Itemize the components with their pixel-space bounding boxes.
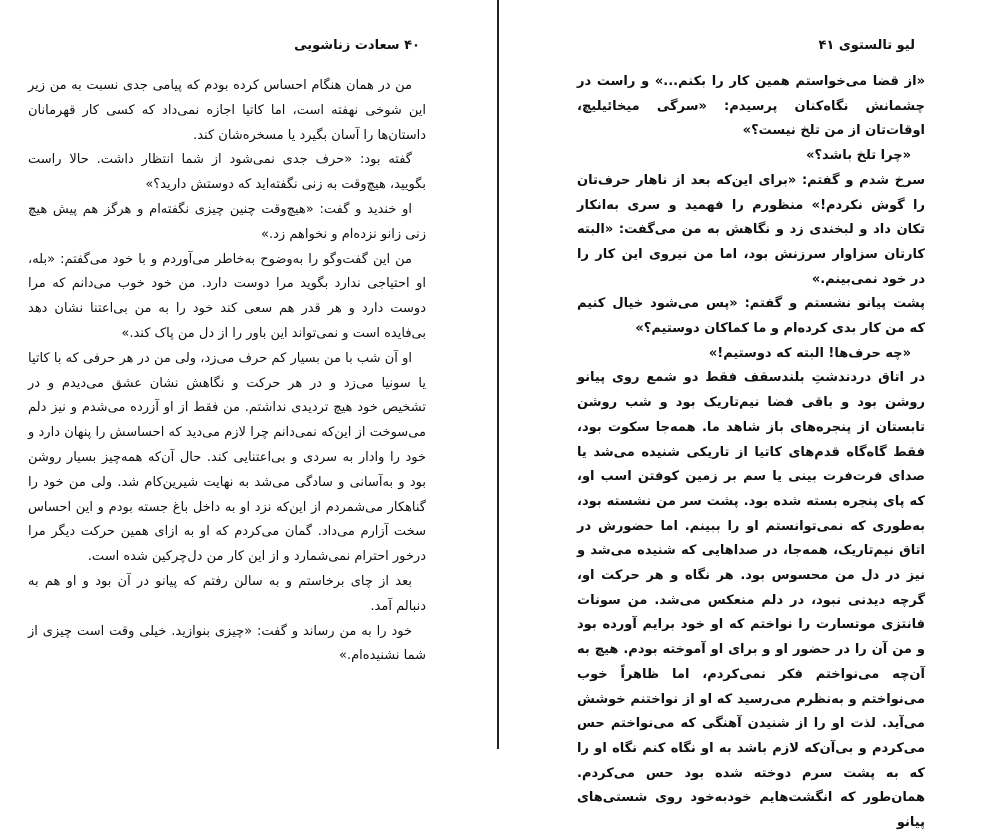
- left-page-header: ۴۰ سعادت زناشویی: [294, 38, 420, 53]
- right-page: [500, 0, 997, 831]
- book-spine-divider: [497, 0, 499, 749]
- paragraph: من این گفت‌وگو را به‌وضوح به‌خاطر می‌آوردم و با خود می‌گفتم: «بله، او احتیاجی ندارد بگوید مرا دوست دارد. من خود خوب می‌دانم که مرا دوست دارد و هر قدر هم سعی کند خود را به من بی‌اعتنا نشان دهد بی‌فایده است و نمی‌تواند این باور را از دل من پاک کند.»: [28, 251, 426, 341]
- paragraph: در اتاق دردندشتِ بلندسقف فقط دو شمع روی پیانو روشن بود و باقی فضا نیم‌تاریک بود و شب روشن تابستان از پنجره‌های باز شاهد ما. همه‌جا سکوت بود، فقط گاه‌گاه قدم‌های کاتیا از تاریکی شنیده می‌شد یا صدای فرت‌فرت بینی یا سم بر زمین کوفتن اسب او، که پای پنجره بسته شده بود. پشت سر من نشسته بود، به‌طوری که نمی‌توانستم او را ببینم. اما حضورش در اتاق نیم‌تاریک، همه‌جا، در صداهایی که شنیده می‌شد و نیز در دل من محسوس بود. هر نگاه و هر حرکت او، گرچه دیدنی نبود، در دلم منعکس می‌شد. من سونات فانتزی موتسارت را نواختم که او خود برایم آورده بود و من آن را در حضور او و برای او آموخته بودم. هیچ به آن‌چه می‌نواختم فکر نمی‌کردم، اما ظاهراً خوب می‌نواختم و به‌نظرم می‌رسید که او از نواختنم خوشش می‌آید. لذت او را از شنیدن آهنگی که می‌نواختم حس می‌کردم و بی‌آن‌که لازم باشد به او نگاه کنم نگاه او را که به پشت سرم دوخته شده بود حس می‌کردم. همان‌طور که انگشت‌هایم خودبه‌خود روی شستی‌های پیانو: [577, 370, 925, 831]
- right-page-body: [577, 70, 925, 836]
- left-page: [0, 0, 498, 749]
- paragraph: «از قضا می‌خواستم همین کار را بکنم...» و راست در چشمانش نگاه‌کنان پرسیدم: «سرگی میخائیلیچ، اوقات‌تان از من تلخ نیست؟»: [577, 74, 925, 139]
- paragraph: بعد از چای برخاستم و به سالن رفتم که پیانو در آن بود و او هم به دنبالم آمد.: [28, 573, 426, 614]
- paragraph: «چه حرف‌ها! البته که دوستیم!»: [708, 345, 911, 361]
- paragraph: پشت پیانو نشستم و گفتم: «پس می‌شود خیال کنیم که من کار بدی کرده‌ام و ما کماکان دوستیم؟»: [577, 296, 925, 337]
- paragraph: خود را به من رساند و گفت: «چیزی بنوازید. خیلی وقت است چیزی از شما نشنیده‌ام.»: [28, 623, 426, 664]
- paragraph: گفته بود: «حرف جدی نمی‌شود از شما انتظار داشت. حالا راست بگویید، هیچ‌وقت به زنی نگفته‌اید که دوستش دارید؟»: [28, 152, 426, 193]
- paragraph: او آن شب با من بسیار کم حرف می‌زد، ولی من در هر حرفی که با کاتیا یا سونیا می‌زد و در هر حرکت و نگاهش نشان عشق می‌دیدم و در تشخیص خود هیچ تردیدی نداشتم. من فقط از او آزرده می‌شدم و نیز دلم می‌سوخت از این‌که نمی‌دانم چرا لازم می‌دید که احساسش را پنهان دارد و خود را وادار به سردی و بی‌اعتنایی کند. حال آن‌که همه‌چیز بسیار روشن بود و به‌آسانی و سادگی می‌شد به نهایت شیرین‌کام شد. ولی من خود را گناهکار می‌شمردم از این‌که نزد او به داخل باغ جسته بودم و این احساس سخت آزارم می‌داد. گمان می‌کردم که او به ازای همین حرکت دیگر مرا درخور احترام نمی‌شمارد و از این کار من دل‌چرکین شده است.: [28, 350, 426, 565]
- right-page-header: لیو تالستوی ۴۱: [818, 38, 915, 53]
- paragraph: من در همان هنگام احساس کرده بودم که پیامی جدی نسبت به من زیر این شوخی نهفته است، اما کاتیا اجازه نمی‌داد که کسی کار قهرمانان داستان‌ها را آسان بگیرد یا مسخره‌شان کند.: [28, 78, 426, 143]
- paragraph: او خندید و گفت: «هیچ‌وقت چنین چیزی نگفته‌ام و هرگز هم پیش هیچ زنی زانو نزده‌ام و نخواهم زد.»: [28, 201, 426, 242]
- left-page-body: [28, 74, 426, 669]
- paragraph: سرخ شدم و گفتم: «برای این‌که بعد از ناهار حرف‌تان را گوش نکردم!» منظورم را فهمید و سری به‌انکار تکان داد و لبخندی زد و نگاهش به من می‌گفت: «البته کارتان سزاوار سرزنش بود، اما من نیروی این کار را در خود نمی‌بینم.»: [577, 172, 925, 287]
- paragraph: «چرا تلخ باشد؟»: [806, 148, 911, 164]
